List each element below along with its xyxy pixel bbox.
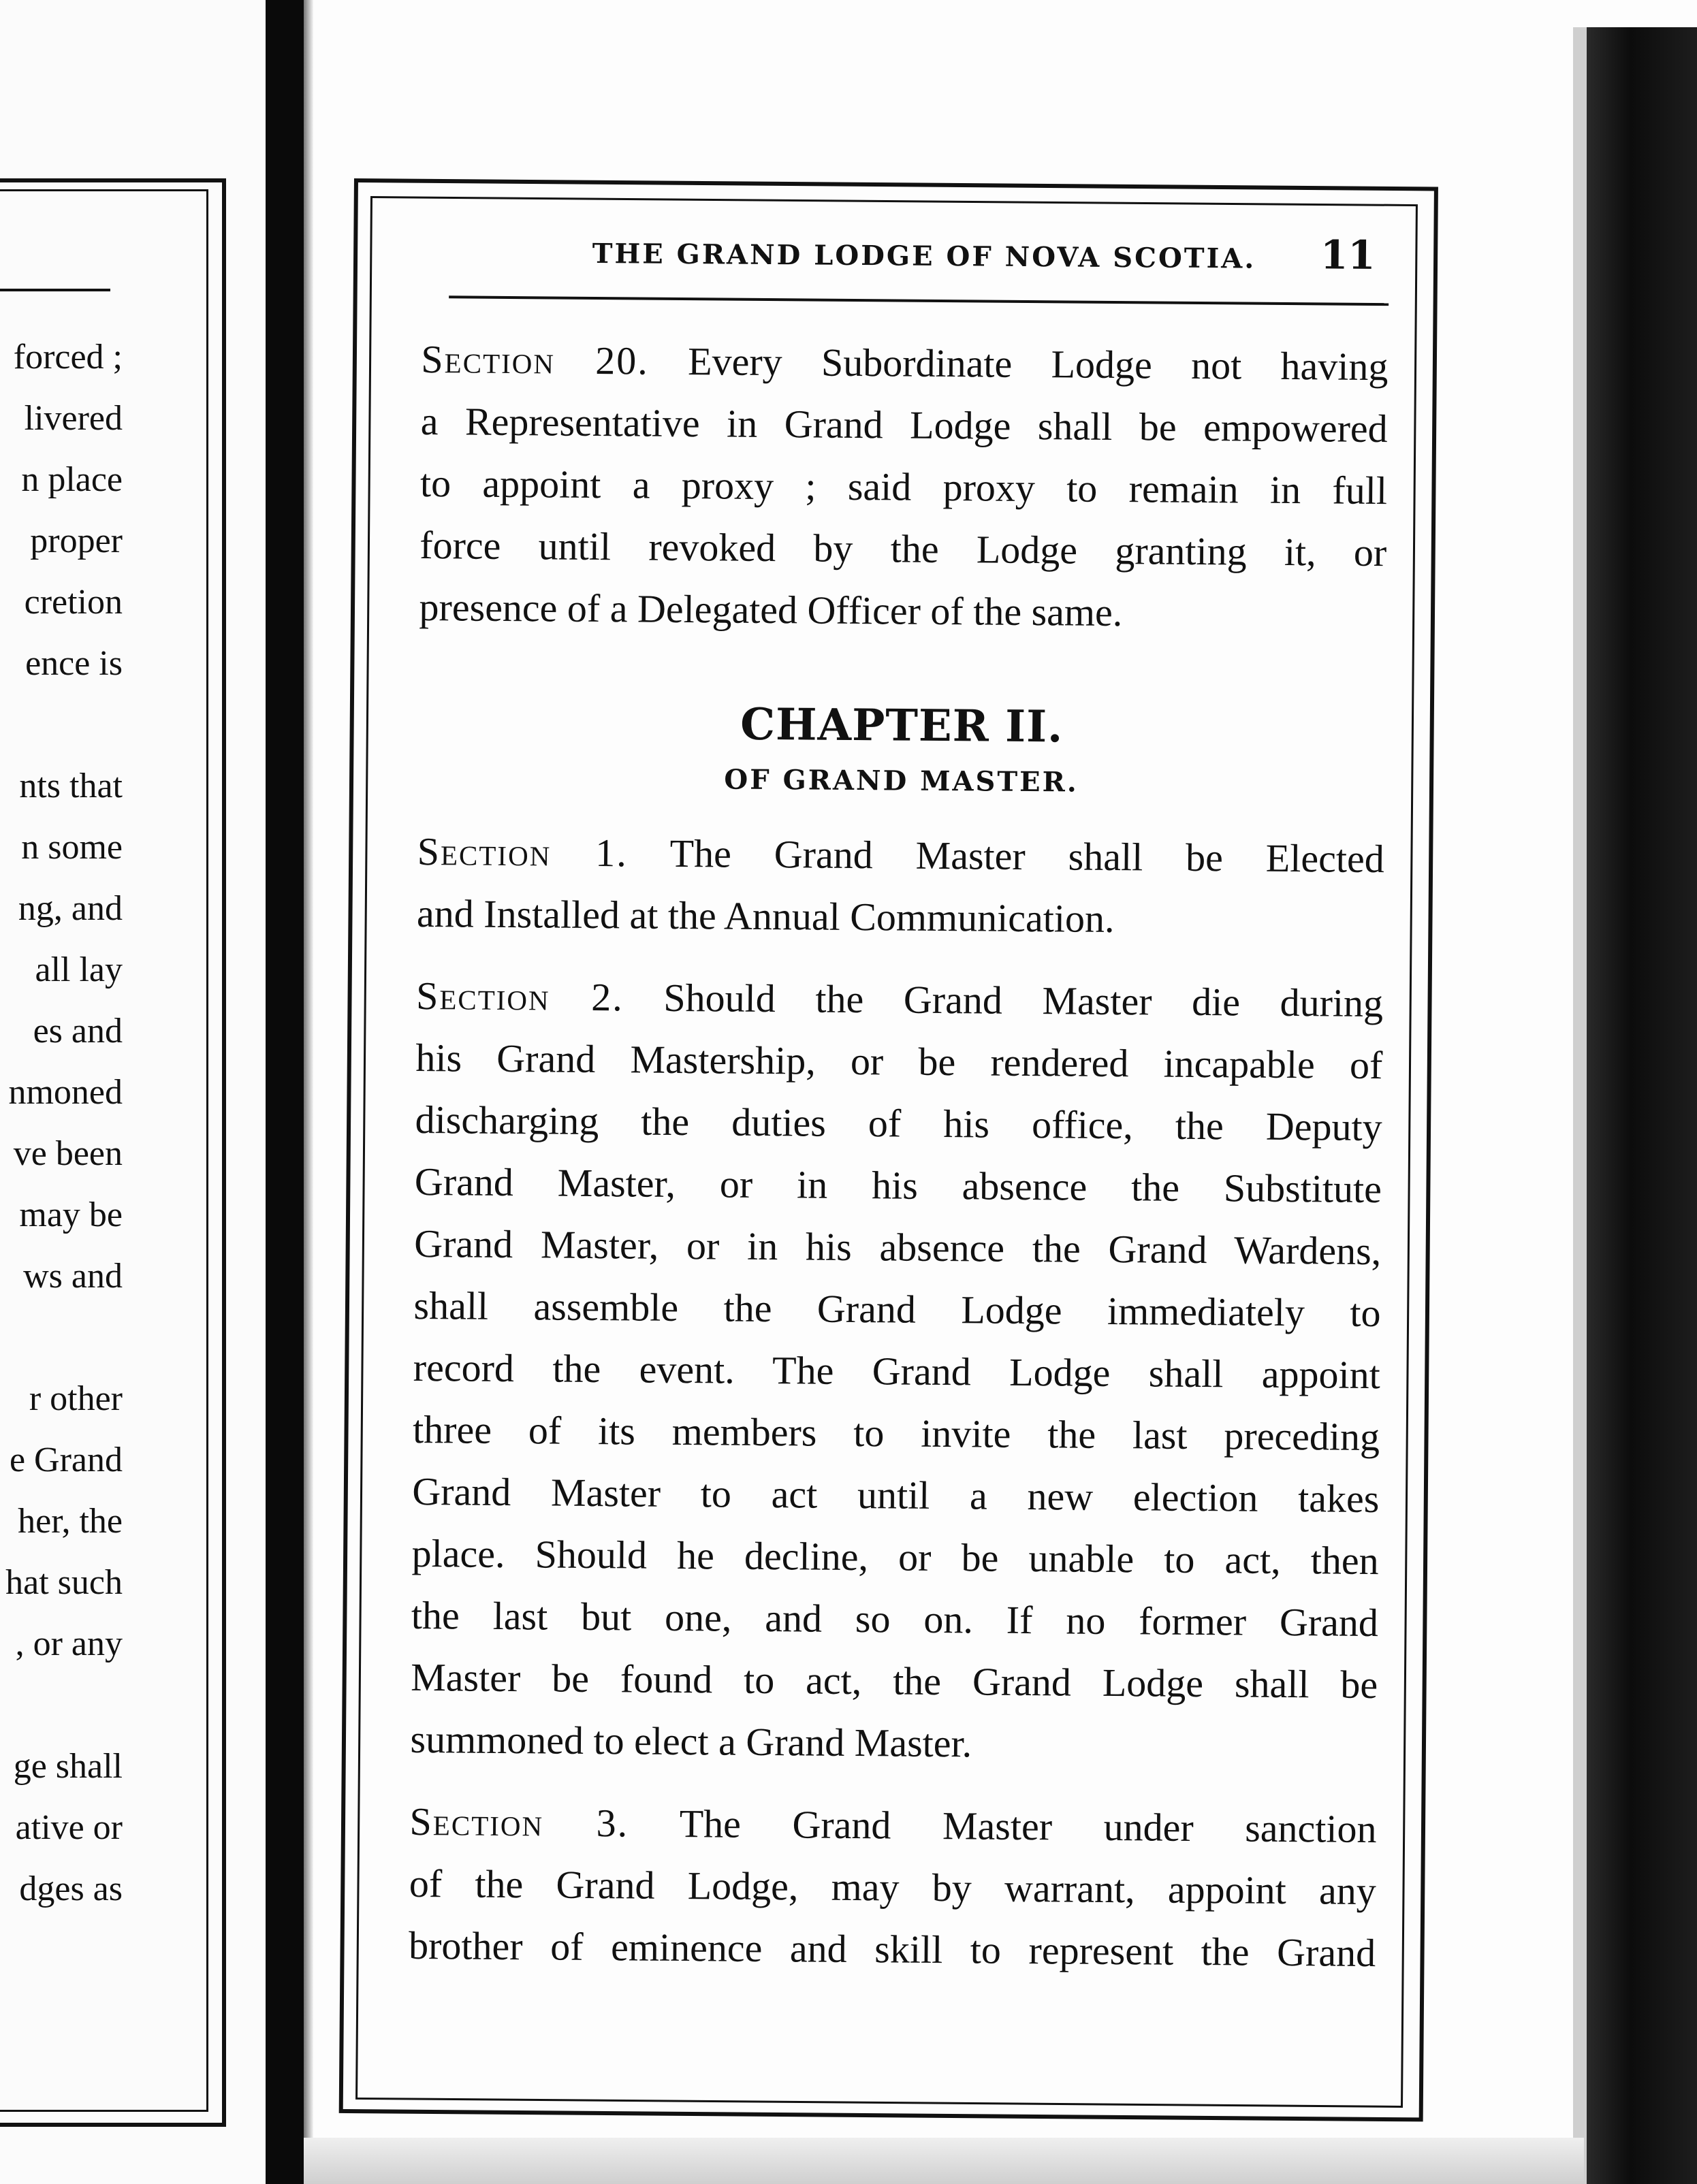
book-gutter (266, 0, 304, 2184)
section-line: Grand Master, or in his absence the Substitute (414, 1159, 1382, 1212)
left-page-line: r other (29, 1379, 123, 1418)
left-page-line: , or any (15, 1624, 123, 1663)
left-page-line: proper (30, 521, 123, 560)
chapter-subtitle: OF GRAND MASTER. (724, 763, 1079, 799)
section-line: and Installed at the Annual Communication. (416, 890, 1115, 942)
chapter-title: CHAPTER II. (740, 698, 1064, 753)
left-page-line: ence is (25, 644, 123, 683)
section-line: place. Should he decline, or be unable to act, then (411, 1530, 1379, 1584)
left-page-line: e Grand (9, 1441, 123, 1479)
section-line: of the Grand Lodge, may by warrant, appoint any (409, 1861, 1377, 1914)
left-page-line (0, 1307, 123, 1368)
left-page-line: es and (33, 1012, 123, 1050)
section-line: to appoint a proxy ; said proxy to remain in full (419, 460, 1388, 513)
left-page-line: forced ; (13, 338, 123, 376)
left-page-line: nts that (19, 767, 123, 805)
left-page-line: n place (21, 460, 123, 499)
section-line: Master be found to act, the Grand Lodge shall be (410, 1654, 1378, 1707)
left-page-line: hat such (5, 1563, 123, 1602)
section-3 (409, 1790, 1377, 1984)
left-page-line: ve been (13, 1134, 123, 1173)
section-line: the last but one, and so on. If no former Grand (411, 1592, 1379, 1645)
left-page-head-rule (0, 289, 110, 291)
page-edge-highlight (1573, 27, 1587, 2184)
left-page-line: all lay (35, 950, 123, 989)
page-bottom-edge (304, 2138, 1584, 2184)
section-line: Section 2. Should the Grand Master die during (415, 973, 1384, 1026)
left-page-line: ative or (15, 1808, 123, 1847)
section-line: Grand Master to act until a new election takes (412, 1468, 1380, 1522)
section-label: Section 2. (415, 973, 624, 1020)
page-content (409, 225, 1389, 2004)
section-line: Section 1. The Grand Master shall be Elected (417, 829, 1384, 882)
left-page-text (0, 327, 123, 1920)
section-line: Section 20. Every Subordinate Lodge not having (421, 336, 1389, 389)
running-head (422, 225, 1389, 300)
section-line: Grand Master, or in his absence the Grand Wardens, (413, 1221, 1382, 1274)
section-line: brother of eminence and skill to represent the Grand (408, 1923, 1376, 1976)
section-label: Section 3. (409, 1799, 629, 1846)
left-page-line: may be (19, 1195, 123, 1234)
section-line: force until revoked by the Lodge granting it, or (419, 522, 1387, 575)
left-page (0, 0, 266, 2184)
section-line: discharging the duties of his office, the Deputy (415, 1097, 1382, 1150)
section-2 (410, 965, 1383, 1778)
left-page-line (0, 694, 123, 756)
section-line: a Representative in Grand Lodge shall be empowered (420, 398, 1388, 451)
running-head-title: THE GRAND LODGE OF NOVA SCOTIA. (592, 237, 1256, 275)
left-page-line: her, the (18, 1502, 123, 1541)
left-page-line: dges as (19, 1869, 123, 1908)
left-page-line: livered (24, 399, 123, 438)
left-page-line: ws and (23, 1257, 123, 1296)
section-line: three of its members to invite the last preceding (412, 1407, 1380, 1460)
left-page-line: ge shall (13, 1747, 123, 1786)
section-1 (417, 820, 1384, 952)
section-line: Section 3. The Grand Master under sanction (409, 1799, 1377, 1852)
left-page-line (0, 1675, 123, 1736)
section-label: Section 1. (417, 829, 629, 876)
section-label: Section 20. (421, 336, 650, 383)
left-page-line: nmoned (8, 1073, 123, 1112)
section-20 (419, 328, 1389, 645)
page-number: 11 (1320, 231, 1376, 278)
left-page-line: n some (21, 828, 123, 867)
section-line: summoned to elect a Grand Master. (410, 1716, 972, 1766)
book-page-edges (1587, 27, 1697, 2184)
section-line: shall assemble the Grand Lodge immediately to (413, 1283, 1381, 1336)
gutter-shadow (304, 0, 313, 2184)
section-line: record the event. The Grand Lodge shall appoint (413, 1345, 1381, 1398)
left-page-line: ng, and (18, 889, 123, 928)
left-page-line: cretion (24, 583, 123, 622)
section-line: his Grand Mastership, or be rendered incapable of (415, 1035, 1383, 1088)
section-line: presence of a Delegated Officer of the same. (419, 584, 1123, 635)
